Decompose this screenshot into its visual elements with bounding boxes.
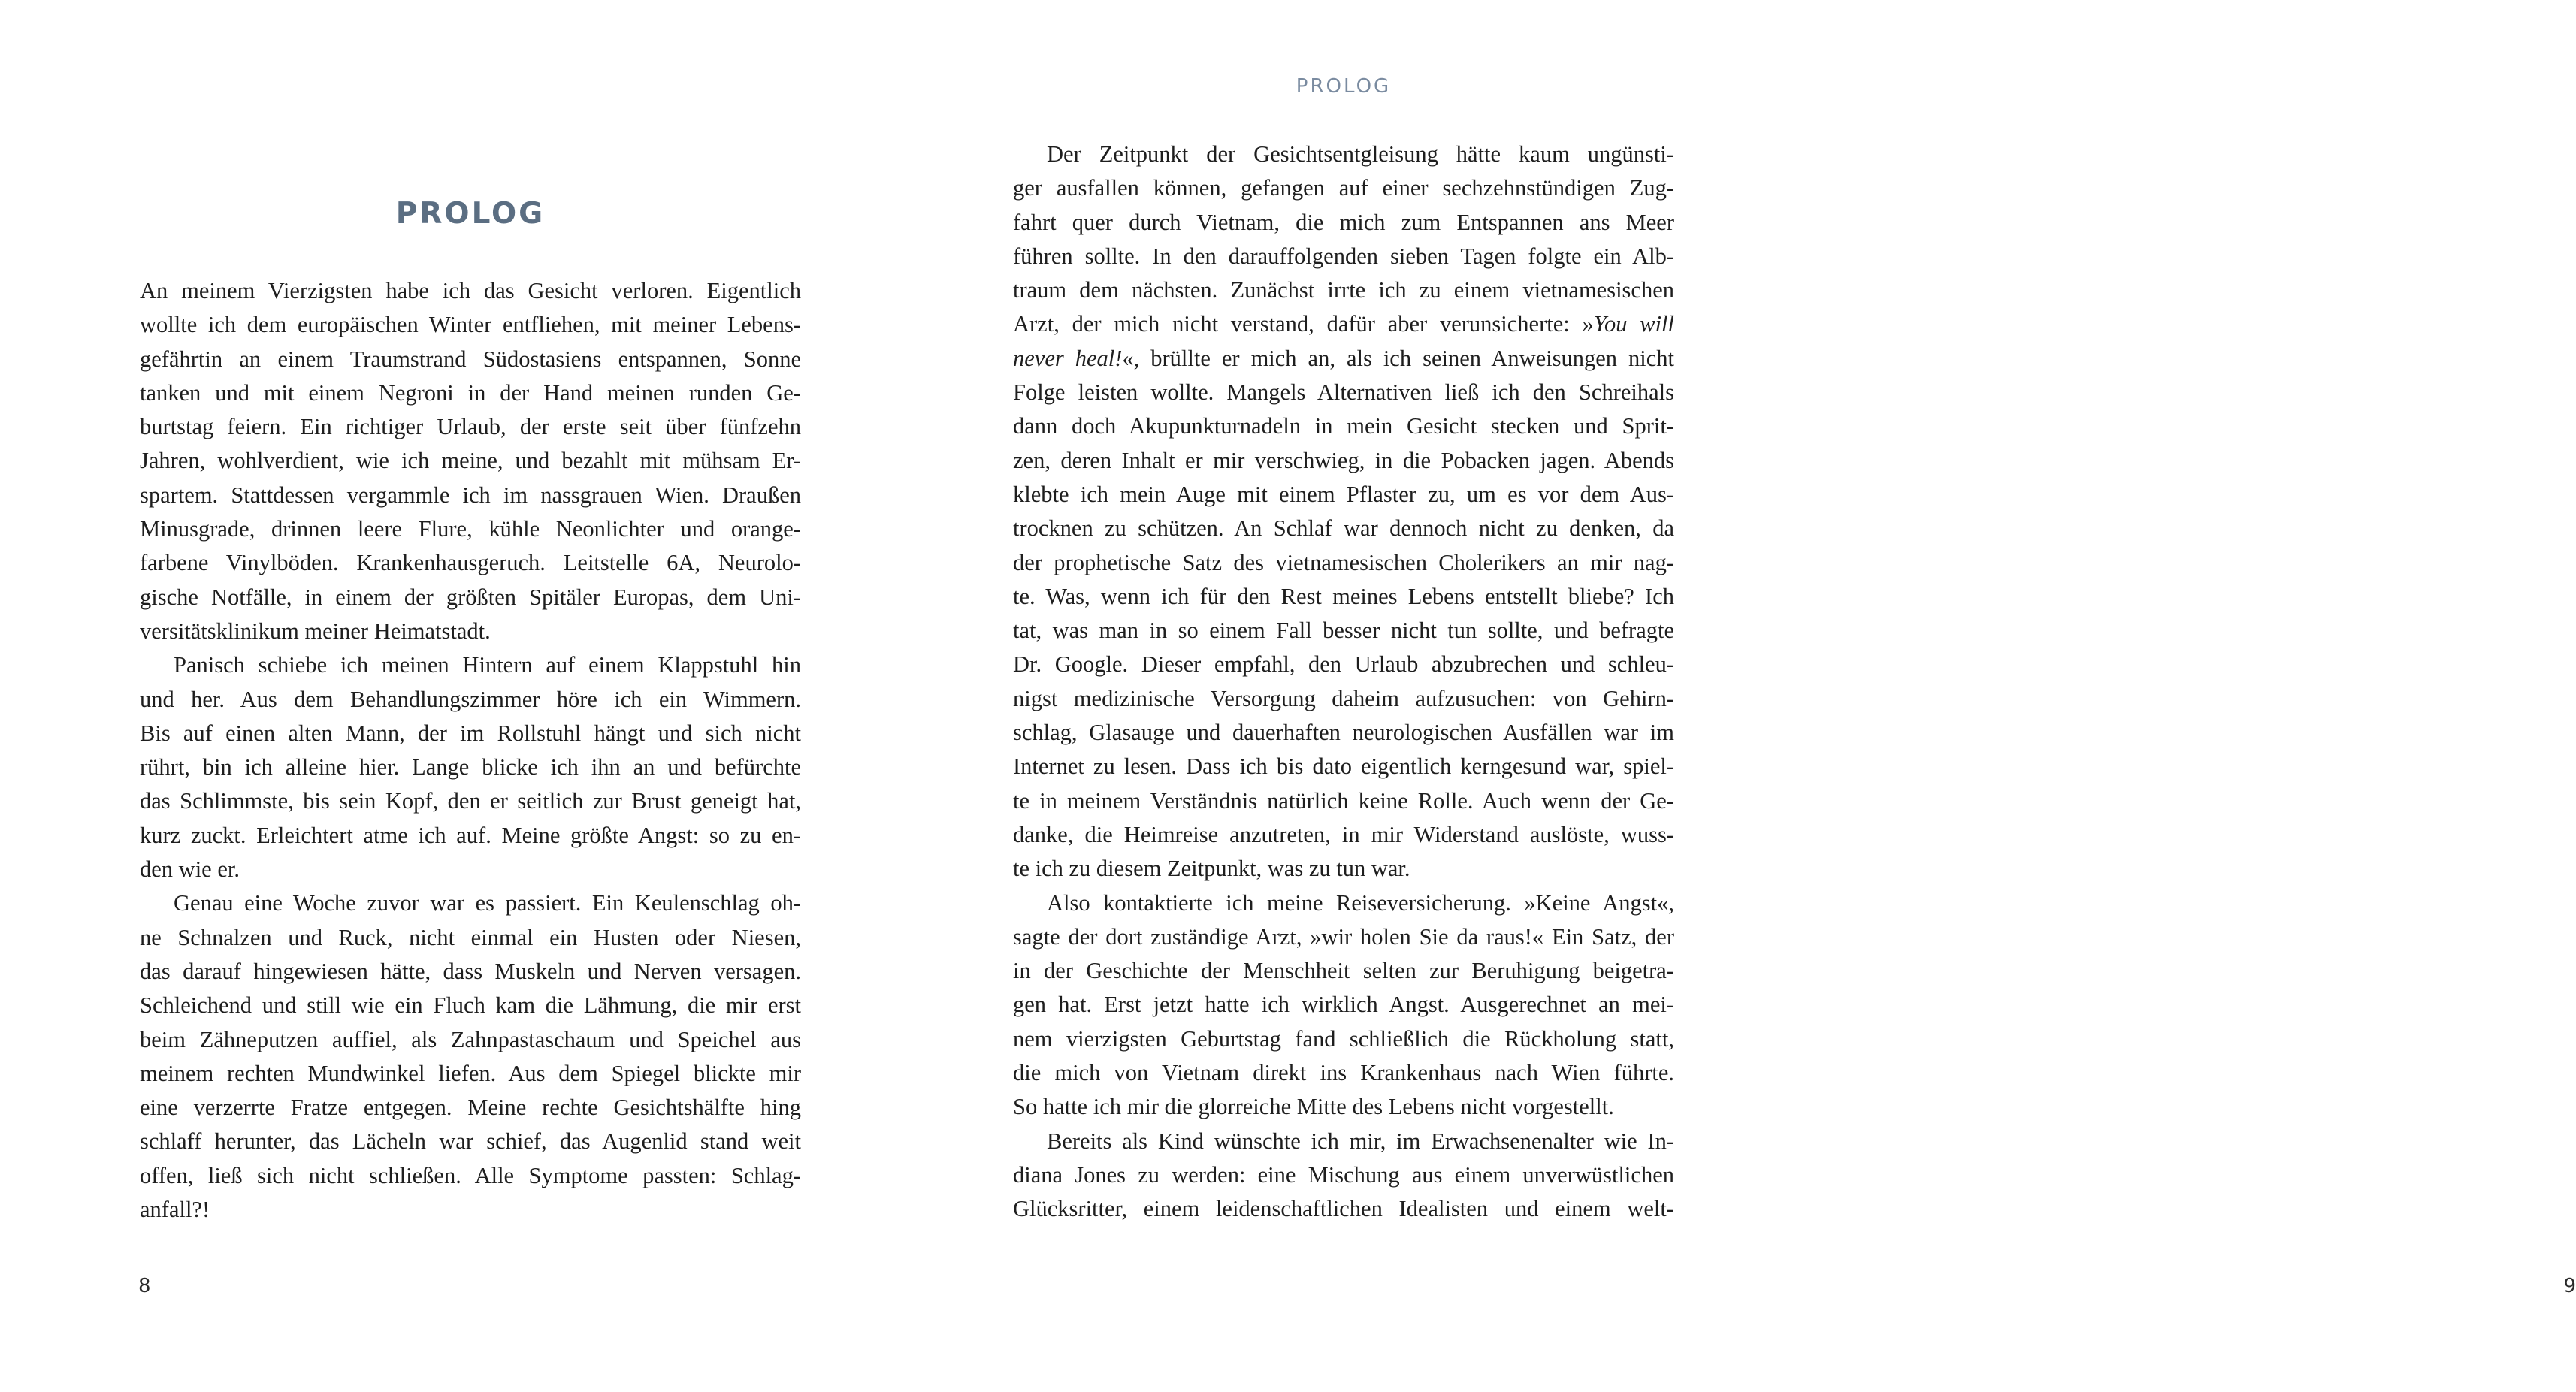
text-line: traum dem nächsten. Zunächst irrte ich zu einem vietnamesischen (1013, 277, 1674, 303)
text-line: anfall?! (140, 1197, 210, 1223)
text-line: An meinem Vierzigsten habe ich das Gesicht verloren. Eigentlich (140, 278, 801, 303)
text-line: Panisch schiebe ich meinen Hintern auf einem Klappstuhl hin (174, 652, 801, 678)
page-number: 9 (2563, 1275, 2576, 1297)
text-line: führen sollte. In den darauffolgenden sieben Tagen folgte ein Alb- (1013, 243, 1674, 269)
text-segment-italic: never heal! (1013, 345, 1123, 371)
body-text-left (140, 274, 801, 1227)
text-line: wollte ich dem europäischen Winter entfliehen, mit meiner Lebens- (140, 312, 801, 338)
text-line: Also kontaktierte ich meine Reiseversicherung. »Keine Angst«, (1047, 889, 1674, 916)
text-line: nem vierzigsten Geburtstag fand schließlich die Rückholung statt, (1013, 1025, 1674, 1052)
text-line: sagte der dort zuständige Arzt, »wir holen Sie da raus!« Ein Satz, der (1013, 923, 1674, 950)
text-line: offen, ließ sich nicht schließen. Alle Symptome passten: Schlag- (140, 1162, 801, 1188)
text-line: te. Was, wenn ich für den Rest meines Lebens entstellt bliebe? Ich (1013, 583, 1674, 609)
running-head: PROLOG (1296, 75, 1392, 98)
text-line: gen hat. Erst jetzt hatte ich wirklich Angst. Ausgerechnet an mei- (1013, 992, 1674, 1018)
text-line: gische Notfälle, in einem der größten Spitäler Europas, dem Uni- (140, 584, 801, 610)
text-line: zen, deren Inhalt er mir verschwieg, in die Pobacken jagen. Abends (1013, 447, 1674, 473)
text-line: dann doch Akupunkturnadeln in mein Gesicht stecken und Sprit- (1013, 413, 1674, 439)
page-number: 8 (138, 1275, 151, 1297)
chapter-title: PROLOG (395, 197, 546, 231)
text-line: ne Schnalzen und Ruck, nicht einmal ein Husten oder Niesen, (140, 924, 801, 950)
text-line: klebte ich mein Auge mit einem Pflaster zu, um es vor dem Aus- (1013, 481, 1674, 507)
text-line: meinem rechten Mundwinkel liefen. Aus dem Spiegel blickte mir (140, 1060, 801, 1086)
text-line: te in meinem Verständnis natürlich keine Rolle. Auch wenn der Ge- (1013, 787, 1674, 814)
text-line: Der Zeitpunkt der Gesichtsentgleisung hätte kaum ungünsti- (1047, 141, 1674, 167)
text-line: rührt, bin ich alleine hier. Lange blicke ich ihn an und befürchte (140, 754, 801, 781)
body-text-right (1013, 137, 1674, 1227)
text-line-mixed (1013, 342, 1674, 376)
text-line: Schleichend und still wie ein Fluch kam die Lähmung, die mir erst (140, 992, 801, 1019)
text-line: danke, die Heimreise anzutreten, in mir Widerstand auslöste, wuss- (1013, 821, 1674, 847)
text-line: schlaff herunter, das Lächeln war schief, das Augenlid stand weit (140, 1128, 801, 1155)
text-line: tanken und mit einem Negroni in der Hand meinen runden Ge- (140, 379, 801, 406)
text-line: trocknen zu schützen. An Schlaf war dennoch nicht zu denken, da (1013, 515, 1674, 542)
text-segment: Arzt, der mich nicht verstand, dafür aber verunsicherte: » (1013, 311, 1594, 337)
text-line: Bis auf einen alten Mann, der im Rollstuhl hängt und sich nicht (140, 720, 801, 746)
text-segment: «, brüllte er mich an, als ich seinen Anweisungen nicht (1122, 345, 1675, 371)
text-line: Glücksritter, einem leidenschaftlichen Idealisten und einem welt- (1013, 1196, 1674, 1222)
text-segment-italic: You will (1593, 311, 1674, 337)
text-line: kurz zuckt. Erleichtert atme ich auf. Meine größte Angst: so zu en- (140, 822, 801, 848)
text-line: spartem. Stattdessen vergammle ich im nassgrauen Wien. Draußen (140, 482, 801, 508)
text-line: So hatte ich mir die glorreiche Mitte des Lebens nicht vorgestellt. (1013, 1094, 1614, 1120)
text-line: Internet zu lesen. Dass ich bis dato eigentlich kerngesund war, spiel- (1013, 753, 1674, 780)
text-line: Folge leisten wollte. Mangels Alternativen ließ ich den Schreihals (1013, 379, 1674, 406)
text-line: Genau eine Woche zuvor war es passiert. Ein Keulenschlag oh- (174, 890, 801, 916)
text-line: ger ausfallen können, gefangen auf einer sechzehnstündigen Zug- (1013, 175, 1674, 201)
text-line: farbene Vinylböden. Krankenhausgeruch. Leitstelle 6A, Neurolo- (140, 550, 801, 576)
text-line: Jahren, wohlverdient, wie ich meine, und bezahlt mit mühsam Er- (140, 448, 801, 474)
text-line: fahrt quer durch Vietnam, die mich zum Entspannen ans Meer (1013, 209, 1674, 235)
text-line: diana Jones zu werden: eine Mischung aus einem unverwüstlichen (1013, 1161, 1674, 1188)
text-line: schlag, Glasauge und dauerhaften neurologischen Ausfällen war im (1013, 720, 1674, 746)
text-line: und her. Aus dem Behandlungszimmer höre ich ein Wimmern. (140, 686, 801, 712)
text-line: tat, was man in so einem Fall besser nicht tun sollte, und befragte (1013, 617, 1674, 644)
text-line-mixed (1013, 307, 1674, 341)
text-line: beim Zähneputzen auffiel, als Zahnpastaschaum und Speichel aus (140, 1026, 801, 1052)
text-line: Bereits als Kind wünschte ich mir, im Erwachsenenalter wie In- (1047, 1128, 1674, 1154)
left-page (0, 0, 902, 1392)
text-line: nigst medizinische Versorgung daheim aufzusuchen: von Gehirn- (1013, 685, 1674, 711)
text-line: burtstag feiern. Ein richtiger Urlaub, der erste seit über fünfzehn (140, 414, 801, 440)
right-page (902, 0, 2576, 1392)
text-line: Minusgrade, drinnen leere Flure, kühle Neonlichter und orange- (140, 516, 801, 542)
text-line: das Schlimmste, bis sein Kopf, den er seitlich zur Brust geneigt hat, (140, 788, 801, 814)
text-line: in der Geschichte der Menschheit selten zur Beruhigung beigetra- (1013, 958, 1674, 984)
text-line: den wie er. (140, 856, 240, 883)
text-line: eine verzerrte Fratze entgegen. Meine rechte Gesichtshälfte hing (140, 1095, 801, 1121)
text-line: der prophetische Satz des vietnamesischen Cholerikers an mir nag- (1013, 549, 1674, 575)
text-line: das darauf hingewiesen hätte, dass Muskeln und Nerven versagen. (140, 958, 801, 984)
text-line: versitätsklinikum meiner Heimatstadt. (140, 617, 491, 644)
text-line: te ich zu diesem Zeitpunkt, was zu tun war. (1013, 856, 1410, 882)
text-line: Dr. Google. Dieser empfahl, den Urlaub abzubrechen und schleu- (1013, 651, 1674, 678)
text-line: die mich von Vietnam direkt ins Krankenhaus nach Wien führte. (1013, 1060, 1674, 1086)
text-line: gefährtin an einem Traumstrand Südostasiens entspannen, Sonne (140, 346, 801, 372)
